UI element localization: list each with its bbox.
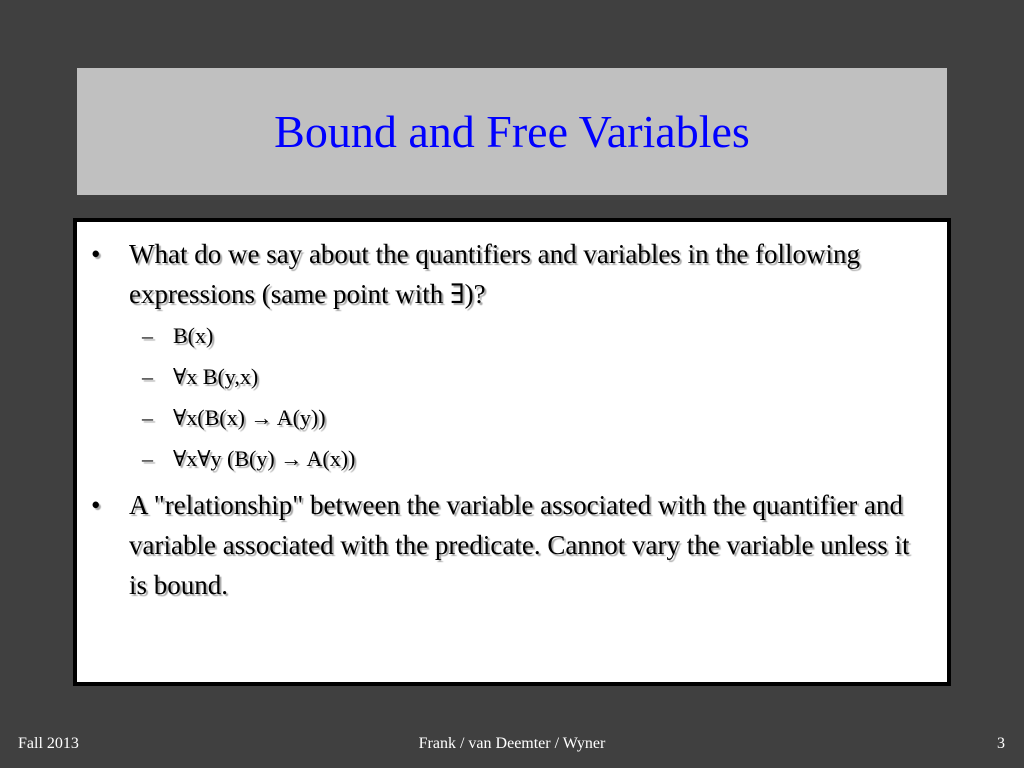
slide-title: Bound and Free Variables bbox=[274, 105, 750, 157]
sub-list bbox=[91, 315, 931, 479]
sub-item-3 bbox=[91, 397, 931, 438]
sub-marker: – bbox=[142, 446, 153, 471]
footer-page-number: 3 bbox=[997, 735, 1005, 752]
bullet-item-2 bbox=[91, 485, 931, 605]
sub-marker: – bbox=[142, 364, 153, 389]
sub-item-text: ∀x B(y,x) bbox=[173, 364, 259, 389]
title-box bbox=[77, 68, 947, 195]
content-box bbox=[73, 218, 951, 686]
footer-date: Fall 2013 bbox=[18, 735, 79, 752]
footer-authors: Frank / van Deemter / Wyner bbox=[418, 735, 606, 752]
sub-item-text: ∀x∀y (B(y) → A(x)) bbox=[173, 446, 356, 471]
sub-marker: – bbox=[142, 323, 153, 348]
bullet-text: What do we say about the quantifiers and variables in the following expressions (same point with ∃)? bbox=[129, 239, 861, 309]
bullet-text: A "relationship" between the variable associated with the quantifier and variable associated with the predicate. Cannot vary the variable unless it is bound. bbox=[129, 490, 910, 600]
sub-item-2 bbox=[91, 356, 931, 397]
bullet-item-1 bbox=[91, 234, 931, 314]
sub-item-4 bbox=[91, 438, 931, 479]
sub-item-text: B(x) bbox=[173, 323, 214, 348]
bullet-marker: • bbox=[91, 239, 101, 269]
sub-item-1 bbox=[91, 315, 931, 356]
content-list bbox=[91, 234, 931, 605]
bullet-marker: • bbox=[91, 490, 101, 520]
sub-item-text: ∀x(B(x) → A(y)) bbox=[173, 405, 326, 430]
sub-marker: – bbox=[142, 405, 153, 430]
